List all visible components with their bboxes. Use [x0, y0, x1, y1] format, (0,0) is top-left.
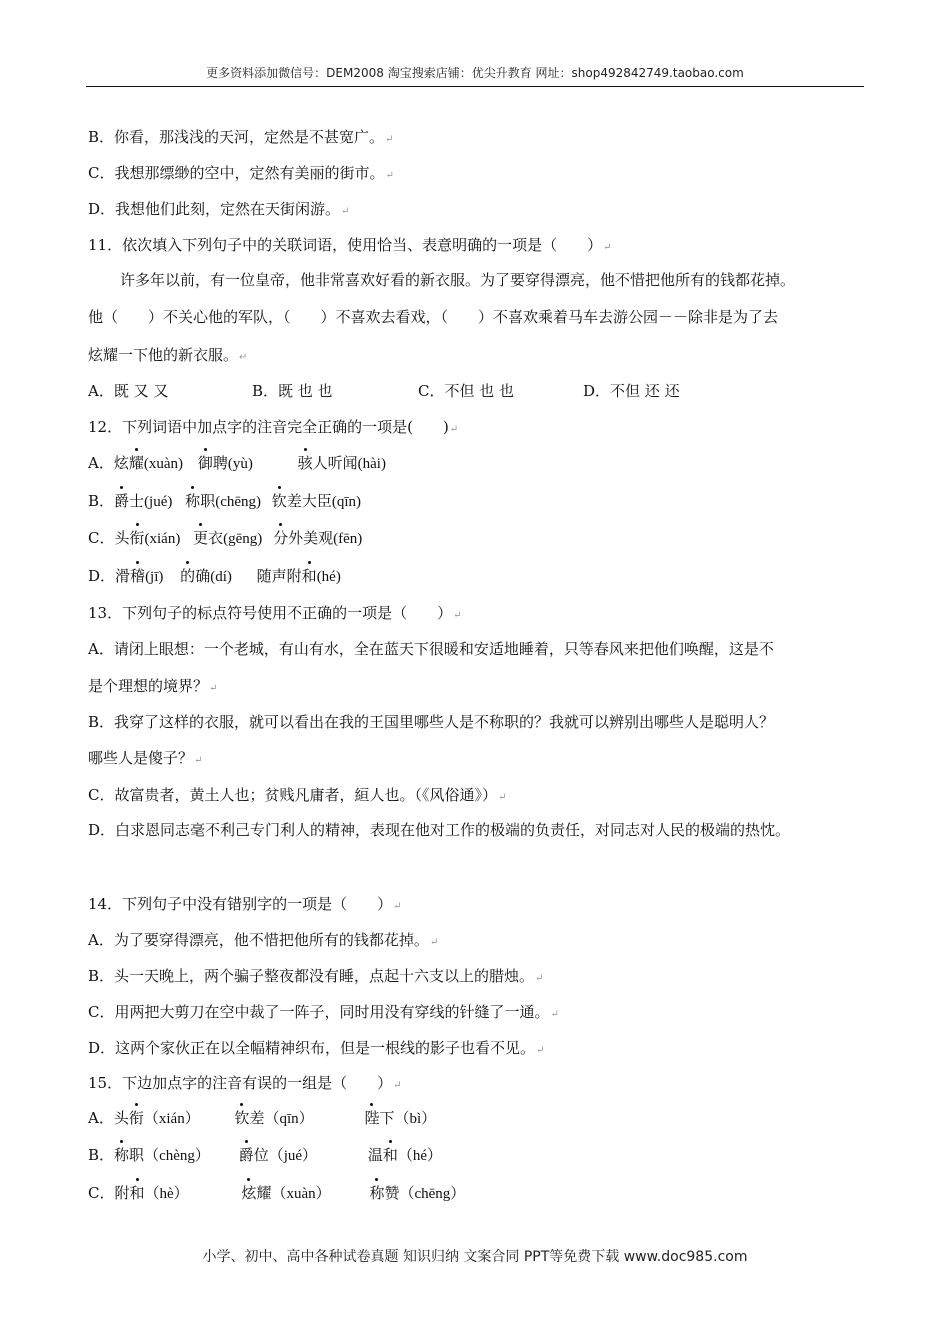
header-divider [86, 86, 864, 87]
page-header: 更多资料添加微信号：DEM2008 淘宝搜索店铺：优尖升教育 网址：shop492842749.taobao.com [206, 66, 744, 80]
q11-passage-line-1: 许多年以前，有一位皇帝，他非常喜欢好看的新衣服。为了要穿得漂亮，他不惜把他所有的钱都花掉。 [120, 271, 796, 289]
dotted-char: 称 [369, 1184, 385, 1202]
dotted-char: 的 [180, 567, 196, 585]
dotted-char: 爵 [114, 492, 130, 510]
dotted-char: 分 [273, 529, 289, 547]
dotted-char: 和 [382, 1146, 398, 1164]
dotted-char: 爵 [238, 1146, 254, 1164]
q11-option-b: B．既 也 也 [252, 382, 333, 400]
dotted-char: 耀 [128, 454, 144, 472]
q12-stem: 12．下列词语中加点字的注音完全正确的一项是( )↵ [88, 418, 459, 436]
dotted-char: 御 [197, 454, 213, 472]
dotted-char: 更 [193, 529, 209, 547]
dotted-char: 衔 [128, 1109, 144, 1127]
q14-option-a: A．为了要穿得漂亮，他不惜把他所有的钱都花掉。↵ [88, 931, 439, 949]
q12-option-b: B．爵士(jué) 称职(chēng) 钦差大臣(qīn) [88, 492, 361, 510]
q13-option-d: D．白求恩同志毫不利己专门利人的精神，表现在他对工作的极端的负责任，对同志对人民的极端的热忱。 [88, 821, 791, 839]
q14-stem: 14．下列句子中没有错别字的一项是（ ）↵ [88, 895, 402, 913]
q15-option-b: B．称职（chèng） 爵位（jué） 温和（hé） [88, 1146, 443, 1164]
dotted-char: 和 [129, 1184, 145, 1202]
q15-stem: 15．下边加点字的注音有误的一组是（ ）↵ [88, 1074, 402, 1092]
dotted-char: 陛 [364, 1109, 380, 1127]
q11-passage-line-3: 炫耀一下他的新衣服。↵ [88, 346, 248, 364]
q11-stem: 11．依次填入下列句子中的关联词语，使用恰当、表意明确的一项是（ ）↵ [88, 236, 612, 254]
q11-option-a: A．既 又 又 [88, 382, 169, 400]
dotted-char: 衔 [129, 529, 145, 547]
q10-option-b: B．你看，那浅浅的天河，定然是不甚宽广。↵ [88, 128, 394, 146]
q13-option-c: C．故富贵者，黄土人也；贫贱凡庸者，絙人也。（《风俗通》）↵ [88, 786, 507, 804]
dotted-char: 称 [114, 1146, 130, 1164]
dotted-char: 钦 [271, 492, 287, 510]
dotted-char: 和 [301, 567, 317, 585]
q12-option-d: D．滑稽(jī) 的确(dí) 随声附和(hé) [88, 567, 341, 585]
q10-option-d: D．我想他们此刻，定然在天街闲游。↵ [88, 200, 350, 218]
page-footer: 小学、初中、高中各种试卷真题 知识归纳 文案合同 PPT等免费下载 www.doc985.com [202, 1249, 748, 1265]
q13-option-a-line-2: 是个理想的境界？↵ [88, 677, 218, 695]
q12-option-c: C．头衔(xián) 更衣(gēng) 分外美观(fēn) [88, 529, 363, 547]
dotted-char: 称 [185, 492, 201, 510]
q13-option-a-line-1: A．请闭上眼想：一个老城，有山有水，全在蓝天下很暖和安适地睡着，只等春风来把他们唤醒，这是不 [88, 640, 774, 658]
dotted-char: 骇 [297, 454, 313, 472]
q14-option-b: B．头一天晚上，两个骗子整夜都没有睡，点起十六支以上的腊烛。↵ [88, 967, 544, 985]
q14-option-d: D．这两个家伙正在以全幅精神织布，但是一根线的影子也看不见。↵ [88, 1039, 545, 1057]
dotted-char: 稽 [130, 567, 146, 585]
dotted-char: 钦 [234, 1109, 250, 1127]
q13-stem: 13．下列句子的标点符号使用不正确的一项是（ ）↵ [88, 604, 462, 622]
q11-passage-line-2: 他（ ）不关心他的军队，（ ）不喜欢去看戏，（ ）不喜欢乘着马车去游公园－－除非是为了去 [88, 308, 779, 326]
q13-option-b-line-1: B．我穿了这样的衣服，就可以看出在我的王国里哪些人是不称职的？我就可以辨别出哪些人是聪明人？ [88, 713, 775, 731]
q14-option-c: C．用两把大剪刀在空中裁了一阵子，同时用没有穿线的针缝了一通。↵ [88, 1003, 559, 1021]
q15-option-c: C．附和（hè） 炫耀（xuàn） 称赞（chēng） [88, 1184, 466, 1202]
q13-option-b-line-2: 哪些人是傻子？↵ [88, 749, 203, 767]
q12-option-a: A．炫耀(xuàn) 御聘(yù) 骇人听闻(hài) [88, 454, 386, 472]
q11-option-d: D．不但 还 还 [583, 382, 680, 400]
q10-option-c: C．我想那缥缈的空中，定然有美丽的街市。↵ [88, 164, 394, 182]
q11-option-c: C．不但 也 也 [418, 382, 515, 400]
dotted-char: 炫 [241, 1184, 257, 1202]
q15-option-a: A．头衔（xián） 钦差（qīn） 陛下（bì） [88, 1109, 437, 1127]
